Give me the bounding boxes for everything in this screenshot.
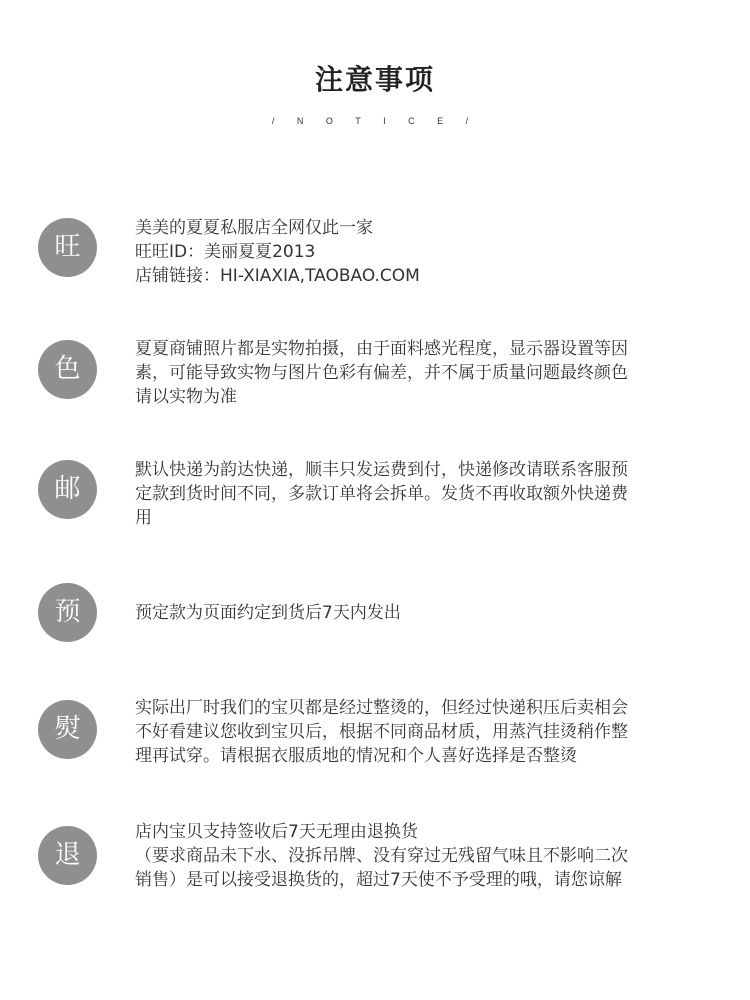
ironing-badge-icon: 熨 bbox=[38, 700, 97, 759]
notice-text bbox=[135, 820, 705, 892]
notice-line: 店铺链接：HI-XIAXIA,TAOBAO.COM bbox=[135, 266, 420, 286]
notice-line: 素，可能导致实物与图片色彩有偏差，并不属于质量问题最终颜色 bbox=[135, 363, 628, 383]
shipping-badge-icon: 邮 bbox=[38, 460, 97, 519]
preorder-badge-icon: 预 bbox=[38, 583, 97, 642]
wang-badge-icon: 旺 bbox=[38, 218, 97, 277]
notice-line: 实际出厂时我们的宝贝都是经过整烫的，但经过快递积压后卖相会 bbox=[135, 698, 628, 718]
notice-line: 预定款为页面约定到货后7天内发出 bbox=[135, 603, 401, 623]
notice-text bbox=[135, 601, 705, 625]
notice-line: 不好看建议您收到宝贝后，根据不同商品材质，用蒸汽挂烫稍作整 bbox=[135, 722, 628, 742]
notice-text bbox=[135, 696, 705, 768]
notice-line: 理再试穿。请根据衣服质地的情况和个人喜好选择是否整烫 bbox=[135, 746, 577, 766]
page-subtitle: / N O T I C E / bbox=[271, 116, 479, 126]
notice-line: 销售）是可以接受退换货的，超过7天使不予受理的哦，请您谅解 bbox=[135, 870, 622, 890]
notice-line: 请以实物为准 bbox=[135, 387, 237, 407]
notice-line: 定款到货时间不同，多款订单将会拆单。发货不再收取额外快递费 bbox=[135, 484, 628, 504]
notice-line: 美美的夏夏私服店全网仅此一家 bbox=[135, 218, 373, 238]
notice-line: 店内宝贝支持签收后7天无理由退换货 bbox=[135, 822, 418, 842]
return-badge-icon: 退 bbox=[38, 826, 97, 885]
notice-text bbox=[135, 337, 705, 409]
notice-text bbox=[135, 216, 705, 288]
notice-text bbox=[135, 458, 705, 530]
notice-line: 默认快递为韵达快递，顺丰只发运费到付，快递修改请联系客服预 bbox=[135, 460, 628, 480]
page-title: 注意事项 bbox=[314, 63, 435, 96]
notice-line: 旺旺ID：美丽夏夏2013 bbox=[135, 242, 316, 262]
notice-line: 用 bbox=[135, 508, 152, 528]
color-badge-icon: 色 bbox=[38, 340, 97, 399]
notice-line: （要求商品未下水、没拆吊牌、没有穿过无残留气味且不影响二次 bbox=[135, 846, 628, 866]
notice-line: 夏夏商铺照片都是实物拍摄，由于面料感光程度，显示器设置等因 bbox=[135, 339, 628, 359]
